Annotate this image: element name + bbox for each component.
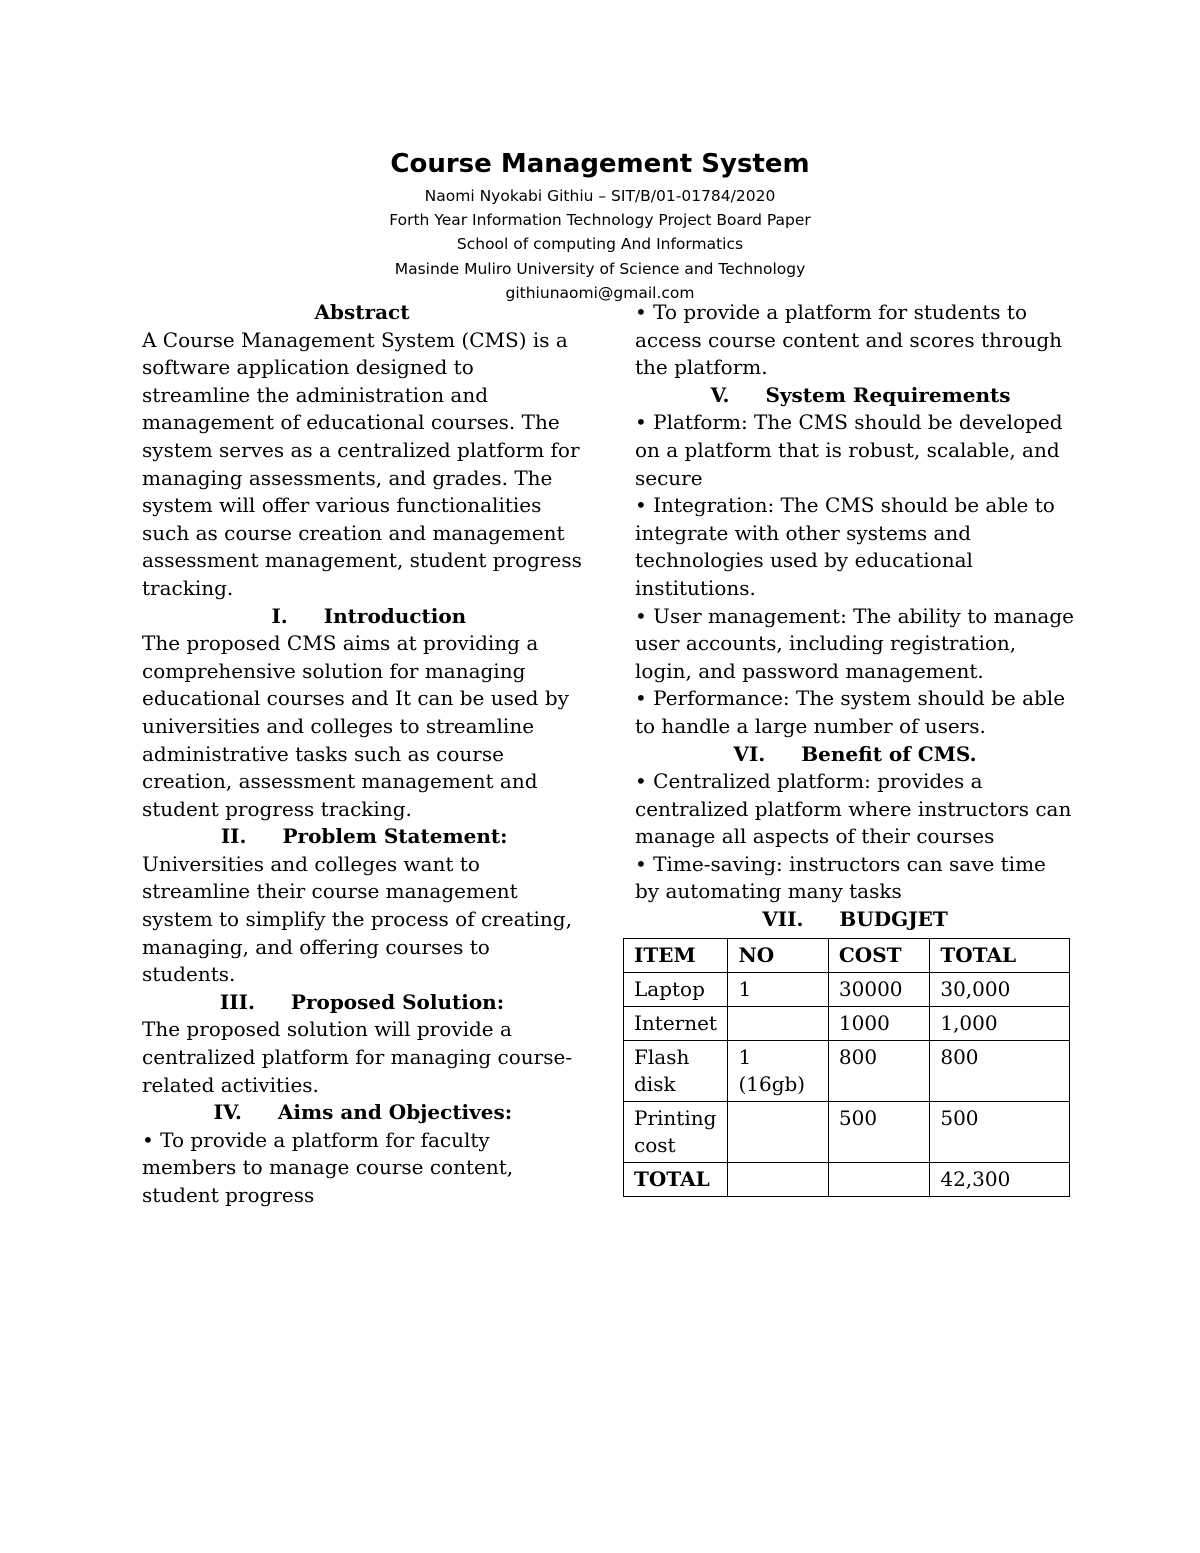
table-cell: Internet [624,1006,728,1040]
table-cell [828,1162,929,1196]
table-cell: 800 [930,1040,1070,1101]
table-cell: 1000 [828,1006,929,1040]
column-header-no: NO [728,938,828,972]
table-row [624,972,1070,1006]
total-value: 42,300 [930,1162,1070,1196]
requirement-item: • Platform: The CMS should be developed on a platform that is robust, scalable, and secure [635,410,1063,490]
school-line: School of computing And Informatics [456,235,744,254]
requirement-item: • User management: The ability to manage user accounts, including registration, login, and password management. [635,603,1074,683]
section-number: III. [219,989,255,1014]
aims-item: • To provide a platform for students to access course content and scores through the platform. [635,300,1063,380]
author-line: Naomi Nyokabi Githiu – SIT/B/01-01784/2020 [424,187,776,205]
right-column [635,299,1075,1197]
aims-heading: IV. Aims and Objectives: [142,1099,582,1127]
table-cell: 1 [728,972,828,1006]
table-cell: 500 [930,1101,1070,1162]
requirement-item: • Integration: The CMS should be able to integrate with other systems and technologies used by educational institutions. [635,493,1055,600]
table-cell: 500 [828,1101,929,1162]
budget-heading: VII. BUDGJET [635,906,1075,934]
section-number: VI. [733,741,766,766]
email-line: githiunaomi@gmail.com [505,283,695,302]
university-line: Masinde Muliro University of Science and Technology [394,259,806,278]
table-cell [728,1101,828,1162]
table-cell: Flash disk [624,1040,728,1101]
aims-item: • To provide a platform for faculty members to manage course content, student progress [142,1127,514,1207]
benefit-item: • Centralized platform: provides a centralized platform where instructors can manage all aspects of their courses [635,769,1072,849]
table-cell [728,1006,828,1040]
table-total-row [624,1162,1070,1196]
benefits-heading: VI. Benefit of CMS. [635,741,1075,769]
problem-text: Universities and colleges want to streamline their course management system to simplify the process of creating, managing, and offering courses to students. [142,851,572,987]
table-cell: 1,000 [930,1006,1070,1040]
solution-text: The proposed solution will provide a centralized platform for managing course-related activities. [142,1017,573,1097]
table-row [624,1040,1070,1101]
abstract-heading: Abstract [314,300,410,324]
column-header-cost: COST [828,938,929,972]
budget-table [623,938,1070,1197]
table-row [624,1101,1070,1162]
course-line: Forth Year Information Technology Project Board Paper [389,211,811,230]
abstract-text: A Course Management System (CMS) is a software application designed to streamline the administration and management of educational courses. The system serves as a centralized platform for managing assessments, and grades. The system will offer various functionalities such as course creation and management assessment management, student progress tracking. [142,327,582,600]
left-column [142,299,582,1210]
problem-heading: II. Problem Statement: [142,823,582,851]
solution-heading: III. Proposed Solution: [142,989,582,1017]
section-number: II. [220,824,247,849]
table-row [624,1006,1070,1040]
section-number: IV. [213,1100,242,1125]
table-cell: 1 (16gb) [728,1040,828,1101]
section-number: I. [271,603,288,628]
table-cell: 800 [828,1040,929,1101]
paper-title: Course Management System [390,149,810,179]
introduction-heading: I. Introduction [142,603,582,631]
paper-header [0,146,1200,305]
benefit-item: • Time-saving: instructors can save time by automating many tasks [635,851,1046,904]
table-cell: 30,000 [930,972,1070,1006]
table-cell [728,1162,828,1196]
total-label: TOTAL [624,1162,728,1196]
table-cell: Printing cost [624,1101,728,1162]
table-cell: 30000 [828,972,929,1006]
column-header-total: TOTAL [930,938,1070,972]
introduction-text: The proposed CMS aims at providing a comprehensive solution for managing educational courses and It can be used by universities and colleges to streamline administrative tasks such as course creation, assessment management and student progress tracking. [142,631,569,821]
table-cell: Laptop [624,972,728,1006]
requirement-item: • Performance: The system should be able to handle a large number of users. [635,686,1066,738]
section-number: VII. [762,907,804,932]
column-header-item: ITEM [624,938,728,972]
requirements-heading: V. System Requirements [635,382,1075,410]
section-number: V. [710,382,730,407]
table-header-row [624,938,1070,972]
